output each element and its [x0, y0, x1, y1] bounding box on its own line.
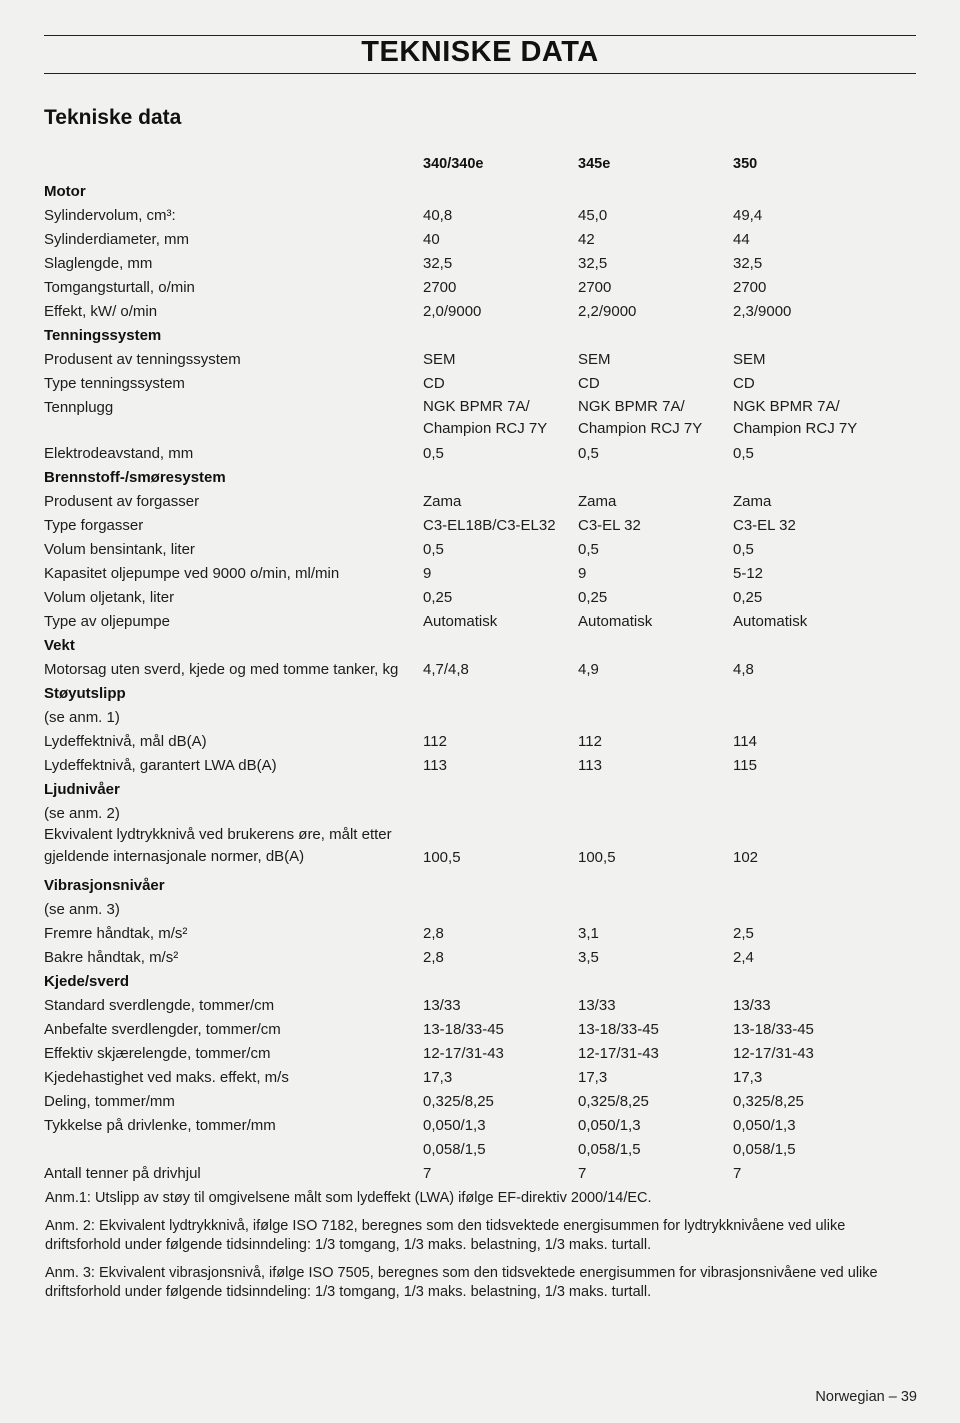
spec-value-col-2: 2,2/9000 — [578, 303, 637, 320]
spec-row — [0, 826, 960, 874]
spec-label: Elektrodeavstand, mm — [44, 445, 194, 462]
spec-value-col-2: 0,050/1,3 — [578, 1117, 641, 1134]
spec-value-col-1: CD — [423, 375, 445, 392]
notes — [45, 1189, 925, 1311]
spec-value-col-3: 0,5 — [733, 445, 754, 462]
spec-value-col-2: C3-EL 32 — [578, 517, 641, 534]
spec-value-col-3: 4,8 — [733, 661, 754, 678]
spec-value-col-2: 0,058/1,5 — [578, 1141, 641, 1158]
group-heading-row — [0, 324, 960, 348]
spec-row — [0, 1162, 960, 1186]
spec-value-col-2: Zama — [578, 493, 617, 510]
spec-label: (se anm. 1) — [44, 709, 120, 726]
spec-value-col-3: 0,25 — [733, 589, 763, 606]
spec-row — [0, 706, 960, 730]
spec-value-col-1: 7 — [423, 1165, 432, 1182]
spec-value-col-1: 13/33 — [423, 997, 461, 1014]
spec-value-col-1: 40,8 — [423, 207, 453, 224]
spec-value-col-1: 0,5 — [423, 445, 444, 462]
spec-value-col-2: 3,1 — [578, 925, 599, 942]
spec-row — [0, 204, 960, 228]
group-heading-row — [0, 682, 960, 706]
spec-value-col-3: 0,058/1,5 — [733, 1141, 796, 1158]
spec-row — [0, 300, 960, 324]
spec-row — [0, 1018, 960, 1042]
column-header-350: 350 — [733, 156, 758, 172]
group-heading-row — [0, 778, 960, 802]
spec-value-col-2: 42 — [578, 231, 595, 248]
page-footer: Norwegian – 39 — [815, 1389, 917, 1405]
group-heading-row — [0, 970, 960, 994]
spec-label: Anbefalte sverdlengder, tommer/cm — [44, 1021, 281, 1038]
group-heading: Vekt — [44, 637, 75, 654]
spec-row — [0, 898, 960, 922]
spec-value-col-3: 5-12 — [733, 565, 764, 582]
spec-value-col-1: Zama — [423, 493, 462, 510]
spec-value-col-3: 2,5 — [733, 925, 754, 942]
spec-value-col-2: NGK BPMR 7A/ Champion RCJ 7Y — [578, 398, 703, 437]
spec-label: Kapasitet oljepumpe ved 9000 o/min, ml/min — [44, 565, 340, 582]
spec-value-col-2: 17,3 — [578, 1069, 608, 1086]
spec-label: Antall tenner på drivhjul — [44, 1165, 201, 1182]
group-heading-row — [0, 180, 960, 204]
spec-row — [0, 730, 960, 754]
spec-value-col-2: 13-18/33-45 — [578, 1021, 659, 1038]
spec-row — [0, 252, 960, 276]
spec-value-col-3: 2700 — [733, 279, 767, 296]
spec-value-col-3: Zama — [733, 493, 772, 510]
group-heading-row — [0, 874, 960, 898]
spec-label: Bakre håndtak, m/s² — [44, 949, 179, 966]
spec-value-col-2: 0,5 — [578, 541, 599, 558]
spec-label: Produsent av tenningssystem — [44, 351, 241, 368]
group-heading: Vibrasjonsnivåer — [44, 877, 165, 894]
spec-value-col-1: 17,3 — [423, 1069, 453, 1086]
spec-label: Tykkelse på drivlenke, tommer/mm — [44, 1117, 276, 1134]
spec-label: Volum bensintank, liter — [44, 541, 195, 558]
spec-table — [0, 180, 960, 1186]
spec-label: Kjedehastighet ved maks. effekt, m/s — [44, 1069, 289, 1086]
spec-value-col-3: 0,5 — [733, 541, 754, 558]
spec-value-col-1: 9 — [423, 565, 432, 582]
spec-label: (se anm. 3) — [44, 901, 120, 918]
spec-row — [0, 586, 960, 610]
note-3: Anm. 3: Ekvivalent vibrasjonsnivå, ifølge ISO 7505, beregnes som den tidsvektede energisummen for vibrasjonsnivåene ved ulike driftsforhold under følgende tidsinndeling: 1/3 tomgang, 1/3 maks. belastning, 1/3 maks. turtall. — [45, 1264, 878, 1300]
spec-value-col-3: NGK BPMR 7A/ Champion RCJ 7Y — [733, 398, 858, 437]
spec-value-col-3: Automatisk — [733, 613, 808, 630]
spec-value-col-2: 3,5 — [578, 949, 599, 966]
spec-row — [0, 490, 960, 514]
spec-value-col-3: 2,4 — [733, 949, 754, 966]
group-heading: Kjede/sverd — [44, 973, 130, 990]
spec-label: Tennplugg — [44, 399, 114, 416]
spec-value-col-2: 45,0 — [578, 207, 608, 224]
spec-row — [0, 802, 960, 826]
spec-value-col-3: 2,3/9000 — [733, 303, 792, 320]
spec-value-col-1: 2,8 — [423, 925, 444, 942]
spec-label: Motorsag uten sverd, kjede og med tomme tanker, kg — [44, 661, 399, 678]
spec-row — [0, 658, 960, 682]
spec-value-col-2: 4,9 — [578, 661, 599, 678]
spec-value-col-3: 32,5 — [733, 255, 763, 272]
spec-value-col-1: NGK BPMR 7A/ Champion RCJ 7Y — [423, 398, 548, 437]
spec-label: Deling, tommer/mm — [44, 1093, 175, 1110]
spec-row — [0, 276, 960, 300]
spec-value-col-2: 9 — [578, 565, 587, 582]
spec-value-col-1: 2,8 — [423, 949, 444, 966]
spec-value-col-2: 112 — [578, 733, 602, 750]
spec-label: Lydeffektnivå, garantert LWA dB(A) — [44, 757, 277, 774]
spec-value-col-1: C3-EL18B/C3-EL32 — [423, 517, 556, 534]
spec-row — [0, 994, 960, 1018]
spec-row — [0, 514, 960, 538]
spec-label: Sylinderdiameter, mm — [44, 231, 190, 248]
spec-row — [0, 348, 960, 372]
spec-row — [0, 1090, 960, 1114]
spec-value-col-3: 13/33 — [733, 997, 771, 1014]
group-heading: Ljudnivåer — [44, 781, 120, 798]
spec-value-col-3: 115 — [733, 757, 757, 774]
spec-value-col-1: 0,058/1,5 — [423, 1141, 486, 1158]
spec-value-col-3: 102 — [733, 849, 759, 866]
spec-row — [0, 610, 960, 634]
spec-row — [0, 754, 960, 778]
spec-value-col-3: 13-18/33-45 — [733, 1021, 814, 1038]
spec-value-col-2: 113 — [578, 757, 602, 774]
spec-value-col-1: 40 — [423, 231, 440, 248]
group-heading: Tenningssystem — [44, 327, 162, 344]
column-header-340: 340/340e — [423, 156, 484, 172]
spec-value-col-3: 12-17/31-43 — [733, 1045, 814, 1062]
spec-value-col-3: 7 — [733, 1165, 742, 1182]
spec-value-col-1: 0,325/8,25 — [423, 1093, 494, 1110]
spec-value-col-2: 0,5 — [578, 445, 599, 462]
title-rule — [44, 73, 916, 74]
spec-value-col-1: 112 — [423, 733, 447, 750]
spec-label: Sylindervolum, cm³: — [44, 207, 176, 224]
spec-label: (se anm. 2) — [44, 805, 120, 822]
spec-value-col-1: 2,0/9000 — [423, 303, 482, 320]
note-2: Anm. 2: Ekvivalent lydtrykknivå, ifølge ISO 7182, beregnes som den tidsvektede energisummen for lydtrykknivåene ved ulike driftsforhold under følgende tidsinndeling: 1/3 tomgang, 1/3 maks. belastning, 1/3 maks. turtall. — [45, 1217, 846, 1253]
spec-value-col-2: 7 — [578, 1165, 587, 1182]
spec-label: Lydeffektnivå, mål dB(A) — [44, 733, 207, 750]
spec-value-col-1: 0,25 — [423, 589, 453, 606]
spec-value-col-1: 4,7/4,8 — [423, 661, 469, 678]
spec-value-col-1: Automatisk — [423, 613, 498, 630]
spec-value-col-2: 0,25 — [578, 589, 608, 606]
spec-value-col-2: 100,5 — [578, 849, 616, 866]
spec-value-col-3: 0,050/1,3 — [733, 1117, 796, 1134]
spec-value-col-2: 0,325/8,25 — [578, 1093, 649, 1110]
spec-row — [0, 562, 960, 586]
spec-label: Type av oljepumpe — [44, 613, 170, 630]
spec-row — [0, 1138, 960, 1162]
section-title: Tekniske data — [44, 106, 182, 129]
spec-label: Effekt, kW/ o/min — [44, 303, 158, 320]
spec-value-col-1: SEM — [423, 351, 456, 368]
spec-row — [0, 396, 960, 442]
spec-row — [0, 1066, 960, 1090]
spec-row — [0, 442, 960, 466]
spec-label: Type tenningssystem — [44, 375, 185, 392]
page-title: TEKNISKE DATA — [361, 36, 599, 68]
spec-value-col-2: Automatisk — [578, 613, 653, 630]
spec-value-col-3: 0,325/8,25 — [733, 1093, 804, 1110]
spec-row — [0, 922, 960, 946]
group-heading: Støyutslipp — [44, 685, 126, 702]
spec-value-col-3: 17,3 — [733, 1069, 763, 1086]
spec-value-col-1: 12-17/31-43 — [423, 1045, 504, 1062]
spec-value-col-3: SEM — [733, 351, 766, 368]
spec-label: Slaglengde, mm — [44, 255, 153, 272]
spec-value-col-3: 114 — [733, 733, 757, 750]
spec-value-col-1: 0,050/1,3 — [423, 1117, 486, 1134]
spec-label: Volum oljetank, liter — [44, 589, 175, 606]
group-heading: Motor — [44, 183, 86, 200]
spec-row — [0, 1114, 960, 1138]
spec-value-col-1: 13-18/33-45 — [423, 1021, 504, 1038]
spec-value-col-2: 32,5 — [578, 255, 608, 272]
spec-value-col-2: 13/33 — [578, 997, 616, 1014]
spec-label: Standard sverdlengde, tommer/cm — [44, 997, 275, 1014]
spec-label: Fremre håndtak, m/s² — [44, 925, 188, 942]
spec-label: Ekvivalent lydtrykknivå ved brukerens øre, målt etter gjeldende internasjonale normer, dB(A) — [44, 826, 392, 865]
group-heading-row — [0, 634, 960, 658]
spec-value-col-3: 49,4 — [733, 207, 763, 224]
spec-label: Effektiv skjærelengde, tommer/cm — [44, 1045, 271, 1062]
spec-value-col-2: 2700 — [578, 279, 612, 296]
spec-value-col-2: CD — [578, 375, 600, 392]
column-header-345e: 345e — [578, 156, 611, 172]
spec-value-col-1: 0,5 — [423, 541, 444, 558]
spec-row — [0, 946, 960, 970]
spec-value-col-3: CD — [733, 375, 755, 392]
spec-row — [0, 1042, 960, 1066]
spec-value-col-3: C3-EL 32 — [733, 517, 796, 534]
spec-label: Produsent av forgasser — [44, 493, 200, 510]
spec-value-col-3: 44 — [733, 231, 750, 248]
spec-label: Type forgasser — [44, 517, 144, 534]
spec-label: Tomgangsturtall, o/min — [44, 279, 195, 296]
spec-value-col-1: 2700 — [423, 279, 457, 296]
note-1: Anm.1: Utslipp av støy til omgivelsene målt som lydeffekt (LWA) ifølge EF-direktiv 2000/14/EC. — [45, 1190, 652, 1206]
group-heading: Brennstoff-/smøresystem — [44, 469, 226, 486]
spec-row — [0, 538, 960, 562]
spec-row — [0, 228, 960, 252]
spec-value-col-2: 12-17/31-43 — [578, 1045, 659, 1062]
group-heading-row — [0, 466, 960, 490]
spec-row — [0, 372, 960, 396]
spec-value-col-1: 113 — [423, 757, 447, 774]
spec-value-col-2: SEM — [578, 351, 611, 368]
spec-value-col-1: 100,5 — [423, 849, 461, 866]
spec-value-col-1: 32,5 — [423, 255, 453, 272]
